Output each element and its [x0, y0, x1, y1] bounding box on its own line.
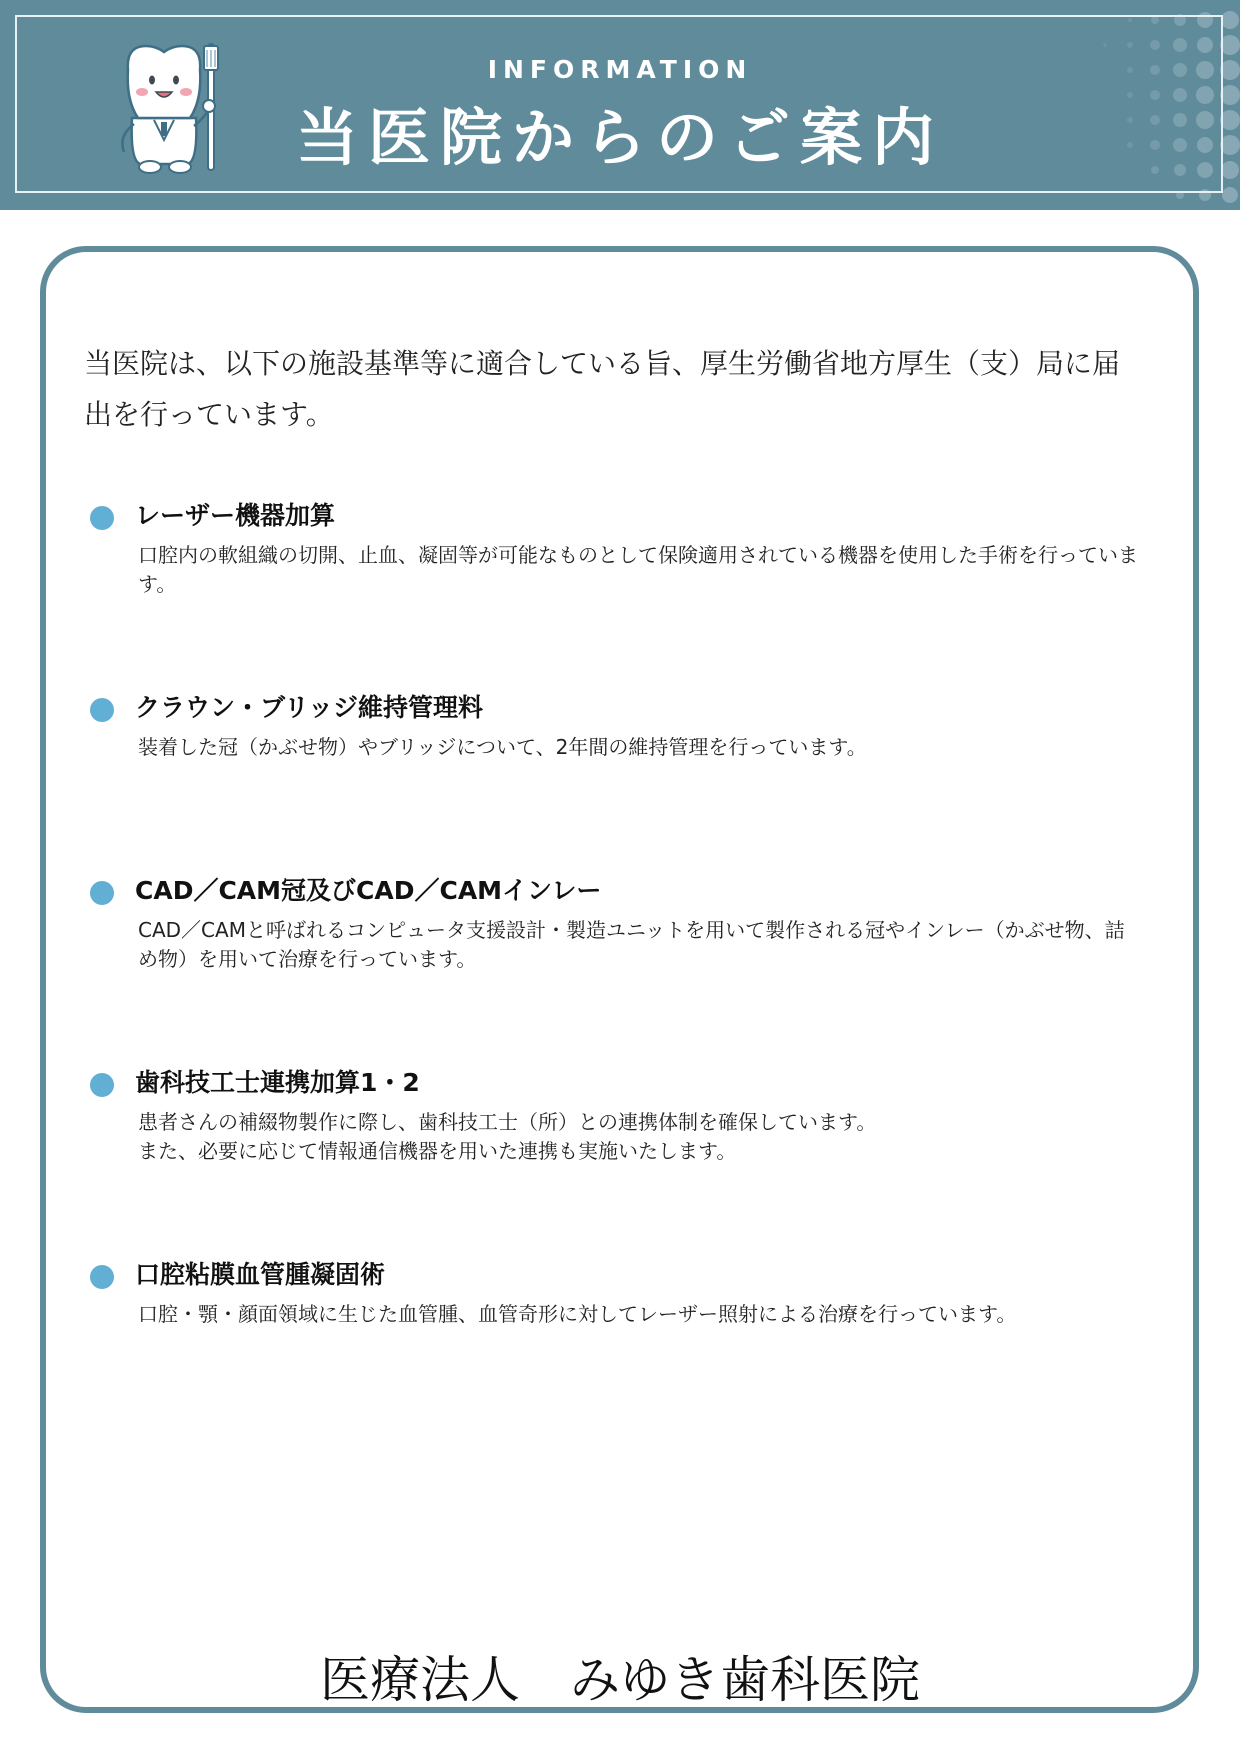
item-title: クラウン・ブリッジ維持管理料 — [135, 693, 484, 722]
item-description: 装着した冠（かぶせ物）やブリッジについて、2年間の維持管理を行っています。 — [138, 735, 867, 759]
page-title: 当医院からのご案内 — [295, 101, 944, 174]
item-description: 口腔・顎・顔面領域に生じた血管腫、血管奇形に対してレーザー照射による治療を行っています。 — [138, 1302, 1017, 1326]
item-title: 歯科技工士連携加算1・2 — [135, 1068, 420, 1097]
intro-text: 当医院は、以下の施設基準等に適合している旨、厚生労働省地方厚生（支）局に届出を行っています。 — [84, 347, 1121, 431]
bullet-icon — [90, 506, 114, 530]
bullet-icon — [90, 881, 114, 905]
item-description: CAD／CAMと呼ばれるコンピュータ支援設計・製造ユニットを用いて製作される冠やインレー（かぶせ物、詰め物）を用いて治療を行っています。 — [138, 918, 1125, 971]
bullet-icon — [90, 1073, 114, 1097]
item-title: 口腔粘膜血管腫凝固術 — [135, 1260, 386, 1289]
header-banner — [0, 0, 1240, 210]
item-description: 患者さんの補綴物製作に際し、歯科技工士（所）との連携体制を確保しています。 また、必要に応じて情報通信機器を用いた連携も実施いたします。 — [138, 1110, 877, 1163]
header-subtitle: INFORMATION — [487, 55, 753, 84]
item-title: CAD／CAM冠及びCAD／CAMインレー — [135, 876, 602, 905]
item-title: レーザー機器加算 — [135, 501, 336, 530]
bullet-icon — [90, 698, 114, 722]
clinic-name: 医療法人 みゆき歯科医院 — [320, 1651, 920, 1709]
item-description: 口腔内の軟組織の切開、止血、凝固等が可能なものとして保険適用されている機器を使用した手術を行っています。 — [138, 543, 1138, 596]
content-card — [40, 246, 1199, 1713]
bullet-icon — [90, 1265, 114, 1289]
